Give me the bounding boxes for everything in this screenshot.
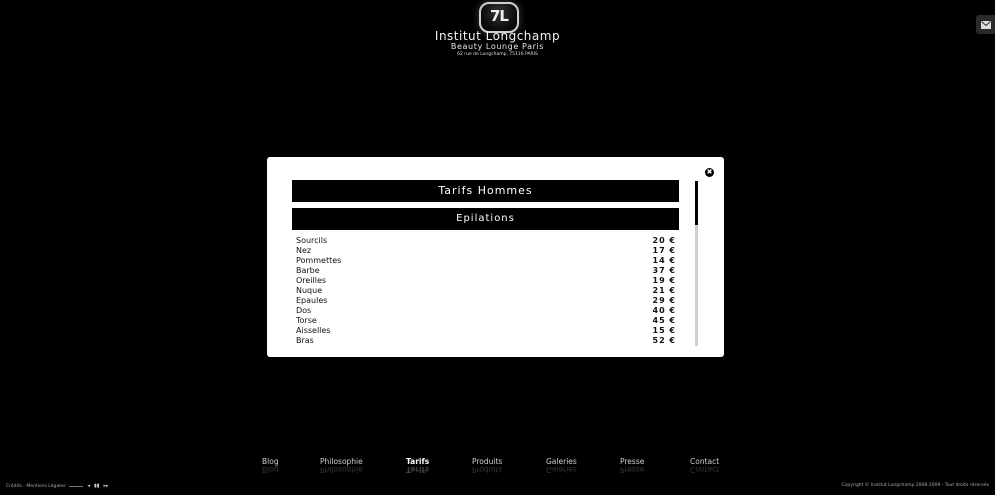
price-row [296, 266, 679, 276]
price-row [296, 326, 679, 336]
service-name: Sourcils [296, 236, 328, 245]
price-row [296, 296, 679, 306]
mail-icon [981, 21, 991, 29]
price-row [296, 286, 679, 296]
section-title: Epilations [292, 208, 679, 230]
nav-item-produits[interactable] [472, 457, 502, 474]
service-price: 15 € [652, 326, 676, 335]
service-name: Nez [296, 246, 312, 255]
nav-item-contact[interactable] [690, 457, 719, 474]
service-name: Aisselles [296, 326, 331, 335]
service-price: 29 € [652, 296, 676, 305]
nav-reflection: Galeries [546, 465, 577, 474]
service-name: Oreilles [296, 276, 327, 285]
service-price: 52 € [652, 336, 676, 345]
site-title: Institut Longchamp [434, 29, 561, 43]
nav-reflection: Blog [262, 465, 279, 474]
service-price: 37 € [652, 266, 676, 275]
modal-content [292, 180, 679, 349]
service-name: Nuque [296, 286, 323, 295]
service-price: 17 € [652, 246, 676, 255]
service-price: 21 € [652, 286, 676, 295]
modal-title: Tarifs Hommes [292, 180, 679, 202]
nav-label: Presse [620, 457, 645, 466]
price-row [296, 236, 679, 246]
modal-scrollbar[interactable] [695, 181, 698, 346]
pricing-modal [267, 157, 724, 357]
next-icon[interactable]: ▸▸ [103, 483, 109, 489]
service-name: Bras [296, 336, 314, 345]
nav-label: Blog [262, 457, 279, 466]
price-row [296, 276, 679, 286]
service-name: Epaules [296, 296, 328, 305]
prev-icon[interactable]: ◂ [87, 483, 90, 489]
mail-button[interactable] [976, 15, 995, 34]
price-row [296, 336, 679, 346]
price-row [296, 306, 679, 316]
nav-item-tarifs[interactable] [406, 457, 429, 474]
site-address: 62 rue de Longchamp, 75116 PARIS [457, 52, 538, 57]
price-row [296, 316, 679, 326]
service-name: Dos [296, 306, 312, 315]
nav-item-philosophie[interactable] [320, 457, 363, 474]
nav-label: Contact [690, 457, 720, 466]
nav-reflection: Philosophie [320, 465, 363, 474]
nav-label: Produits [472, 457, 503, 466]
divider [69, 486, 83, 487]
service-price: 20 € [652, 236, 676, 245]
site-subtitle: Beauty Lounge Paris [450, 42, 545, 51]
service-price: 40 € [652, 306, 676, 315]
nav-label: Galeries [546, 457, 577, 466]
service-name: Pommettes [296, 256, 342, 265]
service-price: 19 € [652, 276, 676, 285]
price-list [292, 236, 679, 346]
nav-reflection: Produits [472, 465, 503, 474]
service-price: 14 € [652, 256, 676, 265]
footer-left [6, 483, 109, 489]
nav-reflection: Contact [690, 465, 720, 474]
service-name: Torse [296, 316, 317, 325]
nav-reflection: Presse [620, 465, 645, 474]
nav-item-presse[interactable] [620, 457, 644, 474]
nav-label: Tarifs [406, 457, 430, 466]
price-row [296, 246, 679, 256]
nav-label: Philosophie [320, 457, 363, 466]
main-nav [0, 457, 995, 479]
footer-credits[interactable]: Crédits - Mentions Légales [6, 483, 66, 489]
nav-reflection: Tarifs [406, 465, 430, 474]
price-row [296, 256, 679, 266]
footer-copyright: Copyright © Institut Longchamp 2008-2009 - Tout droits réservés [841, 483, 989, 488]
scrollbar-thumb[interactable] [695, 181, 698, 225]
service-name: Barbe [296, 266, 320, 275]
close-icon[interactable]: ✖ [706, 168, 713, 176]
nav-item-blog[interactable] [262, 457, 279, 474]
service-price: 45 € [652, 316, 676, 325]
nav-item-galeries[interactable] [546, 457, 577, 474]
pause-icon[interactable]: ▮▮ [93, 483, 100, 489]
logo-text: 7L [490, 7, 508, 25]
